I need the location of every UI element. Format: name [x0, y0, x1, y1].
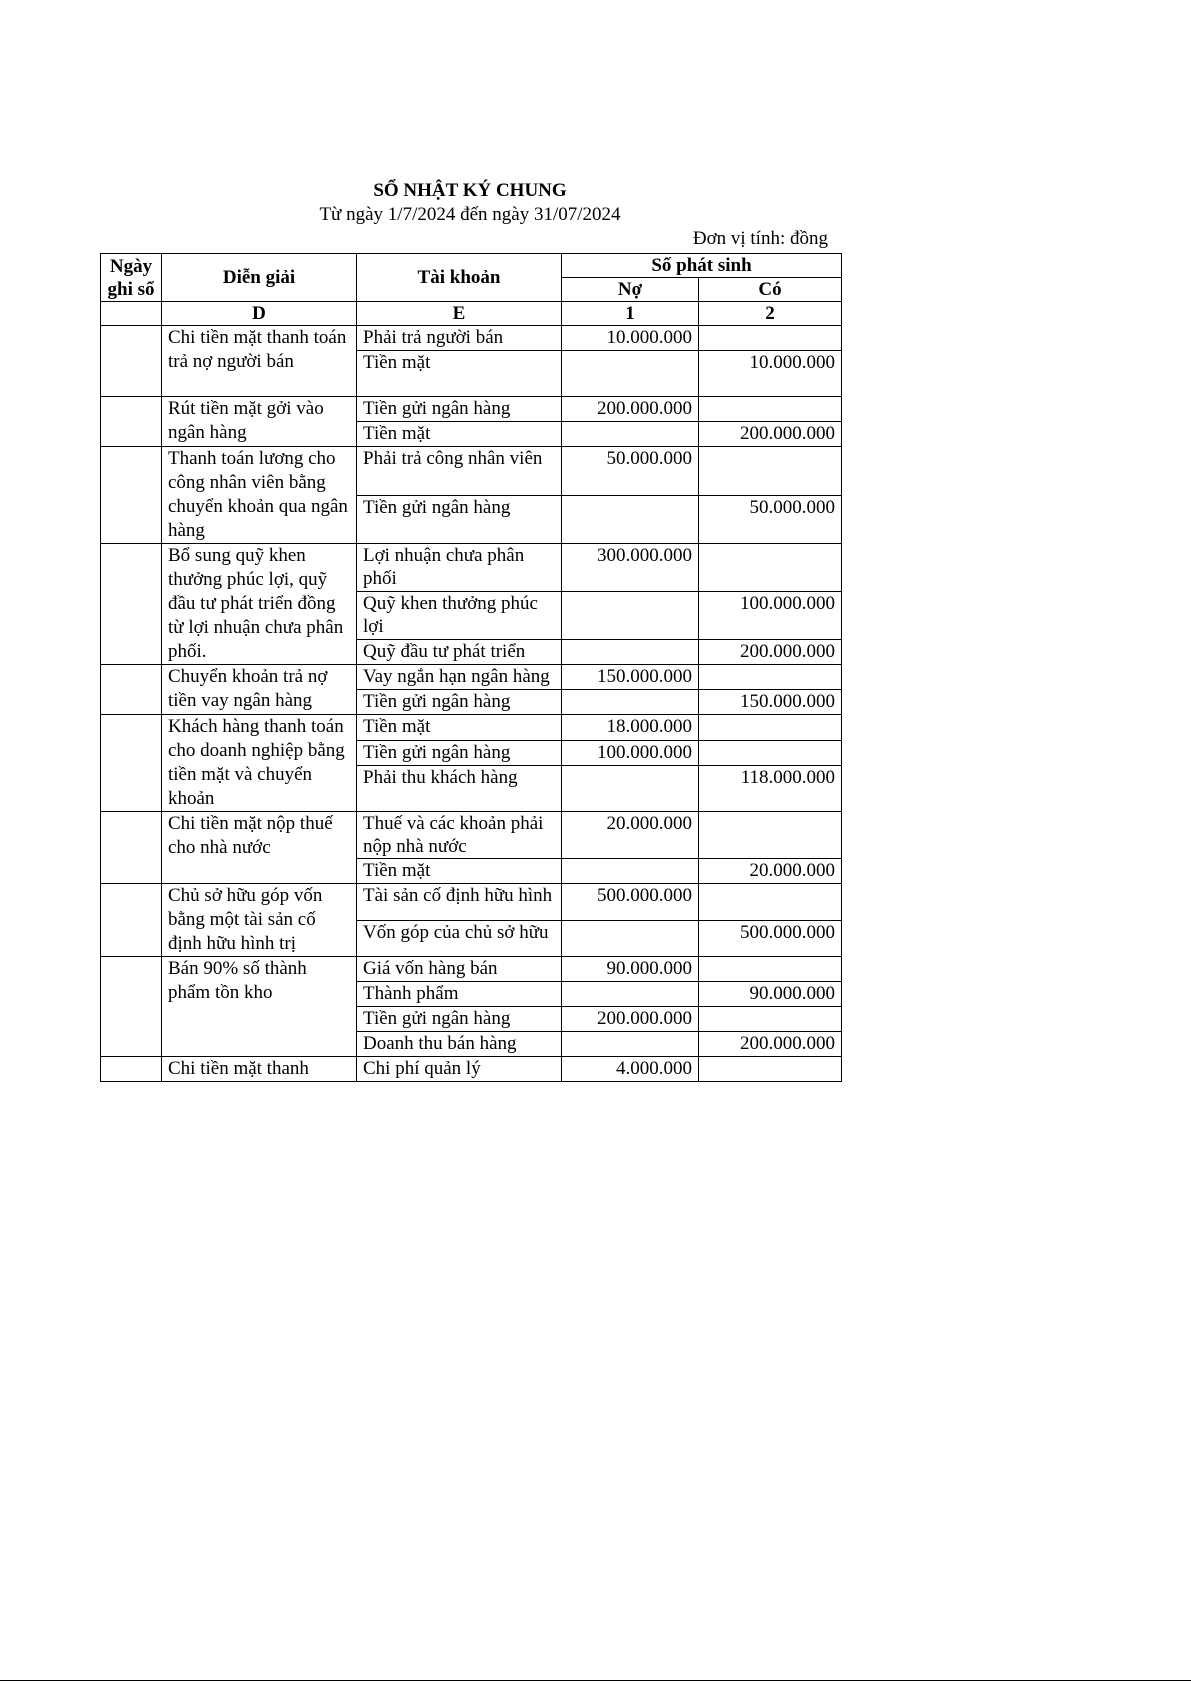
entry-credit: [699, 447, 842, 496]
entry-credit: [699, 665, 842, 690]
entry-debit: 20.000.000: [562, 812, 699, 859]
entry-credit: [699, 812, 842, 859]
general-journal-table: [100, 253, 842, 1082]
entry-account: Phải trả công nhân viên: [357, 447, 562, 496]
header-debit: Nợ: [562, 278, 699, 302]
entry-debit: [562, 690, 699, 715]
header-account: Tài khoản: [357, 254, 562, 302]
entry-debit: 200.000.000: [562, 1007, 699, 1032]
entry-date: [101, 812, 162, 884]
entry-account: Tiền gửi ngân hàng: [357, 1007, 562, 1032]
entry-credit: [699, 544, 842, 592]
entry-debit: [562, 591, 699, 639]
entry-debit: [562, 859, 699, 884]
entry-debit: [562, 496, 699, 544]
entry-credit: [699, 1057, 842, 1082]
entry-account: Phải thu khách hàng: [357, 766, 562, 812]
entry-credit: 200.000.000: [699, 422, 842, 447]
table-row: [101, 447, 842, 496]
entry-credit: [699, 1007, 842, 1032]
entry-date: [101, 397, 162, 447]
entry-debit: 500.000.000: [562, 884, 699, 921]
entry-account: Quỹ đầu tư phát triển: [357, 639, 562, 664]
entry-debit: [562, 422, 699, 447]
table-row: [101, 715, 842, 741]
entry-account: Doanh thu bán hàng: [357, 1032, 562, 1057]
entry-account: Lợi nhuận chưa phân phối: [357, 544, 562, 592]
entry-credit: [699, 397, 842, 422]
page-bottom-divider: [0, 1680, 1191, 1681]
entry-date: [101, 884, 162, 957]
entry-debit: [562, 766, 699, 812]
entry-account: Tiền mặt: [357, 715, 562, 741]
entry-description: Chuyển khoản trả nợ tiền vay ngân hàng: [162, 665, 357, 715]
entry-account: Quỹ khen thưởng phúc lợi: [357, 591, 562, 639]
entry-date: [101, 957, 162, 1057]
entry-description: Chi tiền mặt thanh toán trả nợ người bán: [162, 326, 357, 397]
entry-account: Thuế và các khoản phải nộp nhà nước: [357, 812, 562, 859]
table-row: [101, 812, 842, 859]
entry-description: Bán 90% số thành phẩm tồn kho: [162, 957, 357, 1057]
document-period: Từ ngày 1/7/2024 đến ngày 31/07/2024: [319, 204, 621, 225]
entry-description: Khách hàng thanh toán cho doanh nghiệp bằng tiền mặt và chuyển khoản: [162, 715, 357, 812]
document-title: SỔ NHẬT KÝ CHUNG: [373, 180, 567, 201]
entry-account: Tiền gửi ngân hàng: [357, 740, 562, 766]
code-description: D: [162, 302, 357, 326]
entry-account: Tiền mặt: [357, 859, 562, 884]
entry-account: Chi phí quản lý: [357, 1057, 562, 1082]
entry-account: Tài sản cố định hữu hình: [357, 884, 562, 921]
code-account: E: [357, 302, 562, 326]
entry-credit: 90.000.000: [699, 982, 842, 1007]
entry-credit: [699, 740, 842, 766]
entry-credit: 50.000.000: [699, 496, 842, 544]
entry-credit: 150.000.000: [699, 690, 842, 715]
entry-debit: [562, 639, 699, 664]
entry-description: Chi tiền mặt nộp thuế cho nhà nước: [162, 812, 357, 884]
table-row: [101, 957, 842, 982]
entry-debit: 10.000.000: [562, 326, 699, 351]
entry-debit: 200.000.000: [562, 397, 699, 422]
entry-credit: [699, 884, 842, 921]
entry-credit: 10.000.000: [699, 351, 842, 397]
entry-credit: 200.000.000: [699, 1032, 842, 1057]
entry-account: Tiền mặt: [357, 351, 562, 397]
entry-account: Vốn góp của chủ sở hữu: [357, 920, 562, 957]
entry-date: [101, 447, 162, 544]
entry-credit: [699, 957, 842, 982]
entry-credit: 500.000.000: [699, 920, 842, 957]
table-row: [101, 544, 842, 592]
entry-debit: 150.000.000: [562, 665, 699, 690]
entry-account: Vay ngắn hạn ngân hàng: [357, 665, 562, 690]
entry-credit: 118.000.000: [699, 766, 842, 812]
entry-date: [101, 715, 162, 812]
entry-description: Thanh toán lương cho công nhân viên bằng chuyển khoản qua ngân hàng: [162, 447, 357, 544]
entry-date: [101, 544, 162, 665]
entry-debit: [562, 351, 699, 397]
table-row: [101, 665, 842, 690]
entry-description: Chi tiền mặt thanh: [162, 1057, 357, 1082]
code-date: [101, 302, 162, 326]
entry-account: Phải trả người bán: [357, 326, 562, 351]
header-row: [101, 254, 842, 278]
entry-debit: [562, 982, 699, 1007]
entry-debit: [562, 920, 699, 957]
journal-entries: [101, 326, 842, 1082]
entry-account: Giá vốn hàng bán: [357, 957, 562, 982]
entry-description: Rút tiền mặt gởi vào ngân hàng: [162, 397, 357, 447]
entry-debit: 90.000.000: [562, 957, 699, 982]
entry-account: Thành phẩm: [357, 982, 562, 1007]
entry-account: Tiền mặt: [357, 422, 562, 447]
entry-debit: 300.000.000: [562, 544, 699, 592]
entry-debit: 50.000.000: [562, 447, 699, 496]
header-amount-group: Số phát sinh: [562, 254, 842, 278]
header-description: Diễn giải: [162, 254, 357, 302]
code-debit: 1: [562, 302, 699, 326]
entry-account: Tiền gửi ngân hàng: [357, 397, 562, 422]
entry-credit: 100.000.000: [699, 591, 842, 639]
entry-debit: 4.000.000: [562, 1057, 699, 1082]
entry-date: [101, 1057, 162, 1082]
header-date: Ngày ghi sổ: [101, 254, 162, 302]
entry-credit: 20.000.000: [699, 859, 842, 884]
entry-account: Tiền gửi ngân hàng: [357, 496, 562, 544]
entry-date: [101, 326, 162, 397]
table-row: [101, 397, 842, 422]
entry-credit: [699, 326, 842, 351]
entry-description: Chủ sở hữu góp vốn bằng một tài sản cố định hữu hình trị: [162, 884, 357, 957]
entry-account: Tiền gửi ngân hàng: [357, 690, 562, 715]
entry-debit: 18.000.000: [562, 715, 699, 741]
entry-date: [101, 665, 162, 715]
header-credit: Có: [699, 278, 842, 302]
currency-unit: Đơn vị tính: đồng: [692, 228, 828, 249]
table-row: [101, 884, 842, 921]
entry-description: Bổ sung quỹ khen thưởng phúc lợi, quỹ đầu tư phát triển đồng từ lợi nhuận chưa phân phối.: [162, 544, 357, 665]
entry-debit: 100.000.000: [562, 740, 699, 766]
table-row: [101, 1057, 842, 1082]
entry-debit: [562, 1032, 699, 1057]
column-code-row: [101, 302, 842, 326]
entry-credit: [699, 715, 842, 741]
entry-credit: 200.000.000: [699, 639, 842, 664]
code-credit: 2: [699, 302, 842, 326]
table-row: [101, 326, 842, 351]
